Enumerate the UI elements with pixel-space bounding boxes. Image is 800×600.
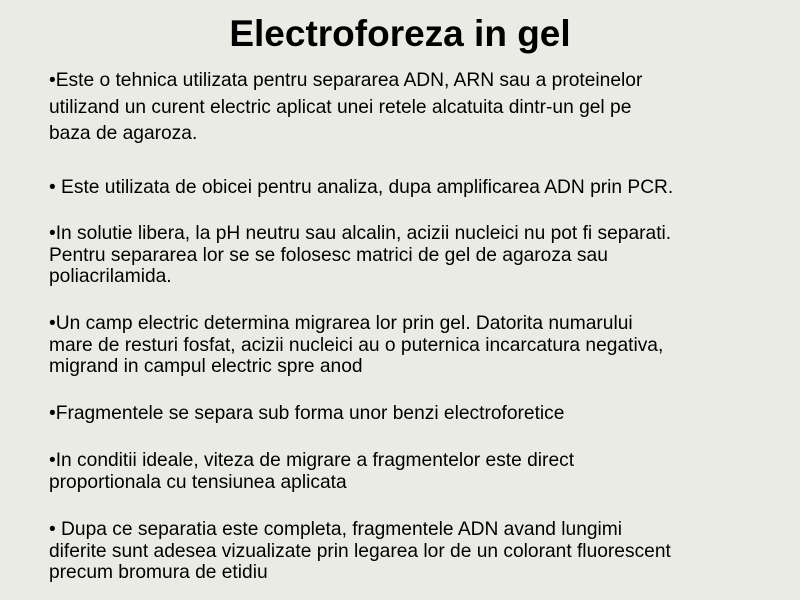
bullet-line: • Dupa ce separatia este completa, fragmentele ADN avand lungimi — [49, 519, 623, 540]
bullet-line: migrand in campul electric spre anod — [49, 356, 363, 377]
bullet-line: baza de agaroza. — [49, 123, 198, 144]
bullet-paragraph — [49, 177, 789, 199]
bullet-paragraph — [49, 403, 789, 425]
bullet-line: mare de resturi fosfat, acizii nucleici au o puternica incarcatura negativa, — [49, 334, 664, 356]
bullet-line: diferite sunt adesea vizualizate prin legarea lor de un colorant fluorescent — [49, 540, 671, 562]
bullet-line: precum bromura de etidiu — [49, 562, 268, 583]
bullet-paragraph — [49, 519, 789, 584]
bullet-line: • Este utilizata de obicei pentru analiza, dupa amplificarea ADN prin PCR. — [49, 177, 674, 198]
bullet-line: poliacrilamida. — [49, 266, 172, 287]
bullet-line: •In conditii ideale, viteza de migrare a fragmentelor este direct — [49, 450, 575, 471]
bullet-line: •In solutie libera, la pH neutru sau alcalin, acizii nucleici nu pot fi separati. — [49, 223, 672, 244]
bullet-paragraph — [49, 223, 789, 288]
bullet-line: •Este o tehnica utilizata pentru separarea ADN, ARN sau a proteinelor — [49, 70, 643, 91]
bullet-line: proportionala cu tensiunea aplicata — [49, 471, 347, 493]
bullet-line: •Fragmentele se separa sub forma unor benzi electroforetice — [49, 403, 565, 424]
bullet-line: Pentru separarea lor se se folosesc matrici de gel de agaroza sau — [49, 244, 608, 266]
bullet-line: •Un camp electric determina migrarea lor prin gel. Datorita numarului — [49, 313, 633, 334]
bullet-paragraph — [49, 450, 789, 493]
bullet-line: utilizand un curent electric aplicat unei retele alcatuita dintr-un gel pe — [49, 96, 632, 118]
bullet-paragraph — [49, 313, 789, 378]
slide-title: Electroforeza in gel — [229, 13, 571, 54]
bullet-paragraph — [49, 68, 789, 148]
